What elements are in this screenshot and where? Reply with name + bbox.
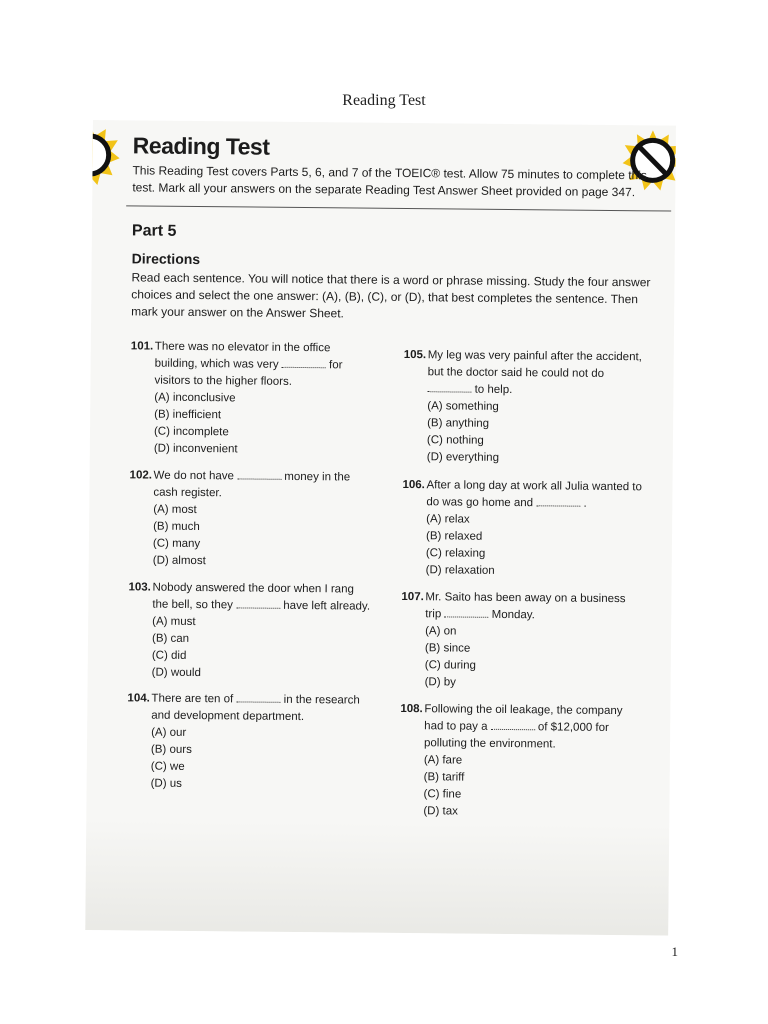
option: (D) inconvenient <box>153 442 238 456</box>
option: (A) relax <box>426 513 470 526</box>
scanned-page <box>85 120 676 936</box>
option: (A) must <box>152 615 196 629</box>
question-102 <box>129 467 372 571</box>
answer-blank <box>237 468 281 479</box>
directions-text: Read each sentence. You will notice that there is a word or phrase missing. Study the four answer choices and select the one answer: (A), (B), (C), or (D), that best completes the sentence. Then mark your answer on the Answer Sheet. <box>131 270 651 321</box>
option: (C) many <box>152 537 201 551</box>
question-number: 103. <box>128 581 151 594</box>
answer-blank <box>236 691 280 702</box>
part-heading: Part 5 <box>131 222 177 240</box>
question-text: We do not have money in the cash register. <box>153 469 351 500</box>
answer-blank <box>444 606 488 617</box>
question-number: 102. <box>129 469 153 482</box>
scan-shadow <box>85 820 669 936</box>
question-text: Following the oil leakage, the company had to pay a of $12,000 for polluting the environment. <box>423 703 623 751</box>
option: (B) tariff <box>423 771 465 784</box>
question-text: After a long day at work all Julia wanted to do was go home and . <box>426 479 642 510</box>
question-text: My leg was very painful after the accident, but the doctor said he could not do to help. <box>427 349 642 397</box>
answer-blank <box>491 719 535 730</box>
option: (C) did <box>151 649 187 662</box>
option: (C) during <box>424 659 476 672</box>
question-106 <box>402 477 645 581</box>
question-text: There was no elevator in the office building, which was very for visitors to the higher floors. <box>154 340 343 388</box>
question-107 <box>401 589 644 693</box>
option: (B) can <box>151 632 190 645</box>
option: (B) anything <box>427 417 490 430</box>
directions-heading: Directions <box>131 250 201 268</box>
question-101 <box>130 338 373 459</box>
option: (A) our <box>151 726 187 739</box>
option: (B) ours <box>150 743 192 756</box>
option: (D) tax <box>423 805 458 818</box>
question-text: Mr. Saito has been away on a business trip Monday. <box>425 591 626 622</box>
page-number: 1 <box>671 944 678 959</box>
option: (C) we <box>150 760 185 773</box>
answer-blank <box>282 357 326 368</box>
question-text: Nobody answered the door when I rang the bell, so they have left already. <box>152 581 371 613</box>
option: (A) inconclusive <box>154 391 236 405</box>
option: (B) inefficient <box>154 408 222 422</box>
question-number: 101. <box>130 340 154 353</box>
question-104 <box>127 690 370 794</box>
option: (A) on <box>425 625 457 638</box>
divider <box>126 205 671 211</box>
option: (D) everything <box>426 451 500 464</box>
option: (C) incomplete <box>153 425 229 439</box>
option: (A) fare <box>423 754 463 767</box>
question-text: There are ten of in the research and development department. <box>151 692 360 724</box>
reading-test-title: Reading Test <box>132 132 270 160</box>
question-number: 105. <box>403 348 427 362</box>
option: (C) relaxing <box>425 547 486 560</box>
question-103 <box>128 579 371 683</box>
option: (D) by <box>424 676 456 689</box>
option: (B) relaxed <box>425 530 483 543</box>
answer-blank <box>236 597 280 608</box>
option: (A) something <box>427 400 499 413</box>
answer-blank <box>536 495 580 506</box>
question-108 <box>399 701 642 822</box>
option: (D) us <box>150 777 183 790</box>
option: (D) almost <box>152 554 206 568</box>
question-number: 108. <box>400 702 423 716</box>
option: (C) fine <box>423 788 462 801</box>
answer-blank <box>427 381 471 392</box>
option: (A) most <box>153 503 197 517</box>
sunburst-seal-icon <box>85 124 121 187</box>
option: (D) relaxation <box>425 564 495 577</box>
question-105 <box>403 347 646 468</box>
option: (B) since <box>424 642 471 655</box>
option: (C) nothing <box>426 434 484 447</box>
intro-text: This Reading Test covers Parts 5, 6, and 7 of the TOEIC® test. Allow 75 minutes to complete this test. Mark all your answers on the separate Reading Test Answer Sheet provided on page 347. <box>132 163 647 200</box>
question-number: 104. <box>127 692 150 705</box>
question-number: 106. <box>402 478 425 492</box>
option: (B) much <box>153 520 200 534</box>
document-header: Reading Test <box>342 92 426 109</box>
option: (D) would <box>151 666 201 680</box>
question-number: 107. <box>401 590 424 604</box>
